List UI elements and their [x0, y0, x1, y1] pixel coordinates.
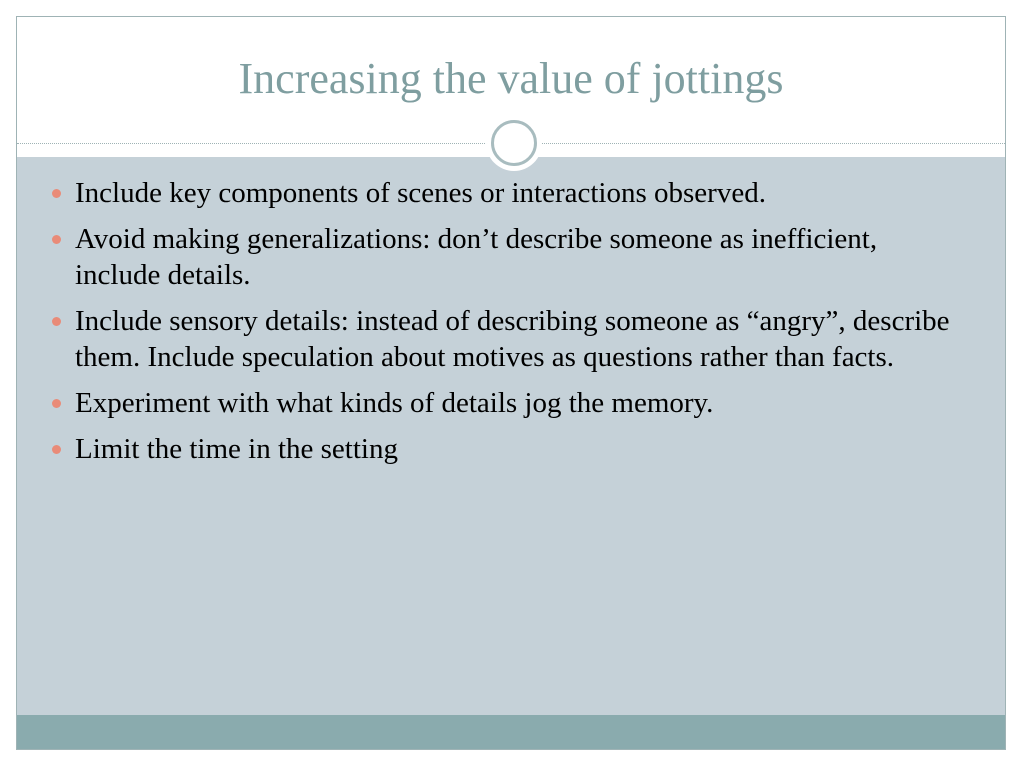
bullet-list	[49, 175, 969, 477]
bullet-marker-icon	[52, 317, 61, 326]
bullet-text: Avoid making generalizations: don’t describe someone as inefficient, include details.	[75, 223, 878, 291]
bullet-marker-icon	[52, 189, 61, 198]
bullet-item	[49, 431, 969, 467]
footer-bar	[17, 715, 1005, 749]
slide-frame	[16, 16, 1006, 750]
bullet-text: Limit the time in the setting	[75, 433, 398, 465]
bullet-text: Experiment with what kinds of details jog the memory.	[75, 387, 714, 419]
bullet-marker-icon	[52, 399, 61, 408]
bullet-marker-icon	[52, 445, 61, 454]
ring-ornament-icon	[486, 115, 542, 171]
bullet-text: Include sensory details: instead of describing someone as “angry”, describe them. Include speculation about motives as questions rather than facts.	[75, 305, 950, 373]
bullet-item	[49, 385, 969, 421]
bullet-marker-icon	[52, 235, 61, 244]
ring-inner	[491, 120, 537, 166]
bullet-item	[49, 303, 969, 375]
bullet-item	[49, 221, 969, 293]
bullet-text: Include key components of scenes or interactions observed.	[75, 177, 766, 209]
slide-title: Increasing the value of jottings	[238, 54, 784, 103]
bullet-item	[49, 175, 969, 211]
